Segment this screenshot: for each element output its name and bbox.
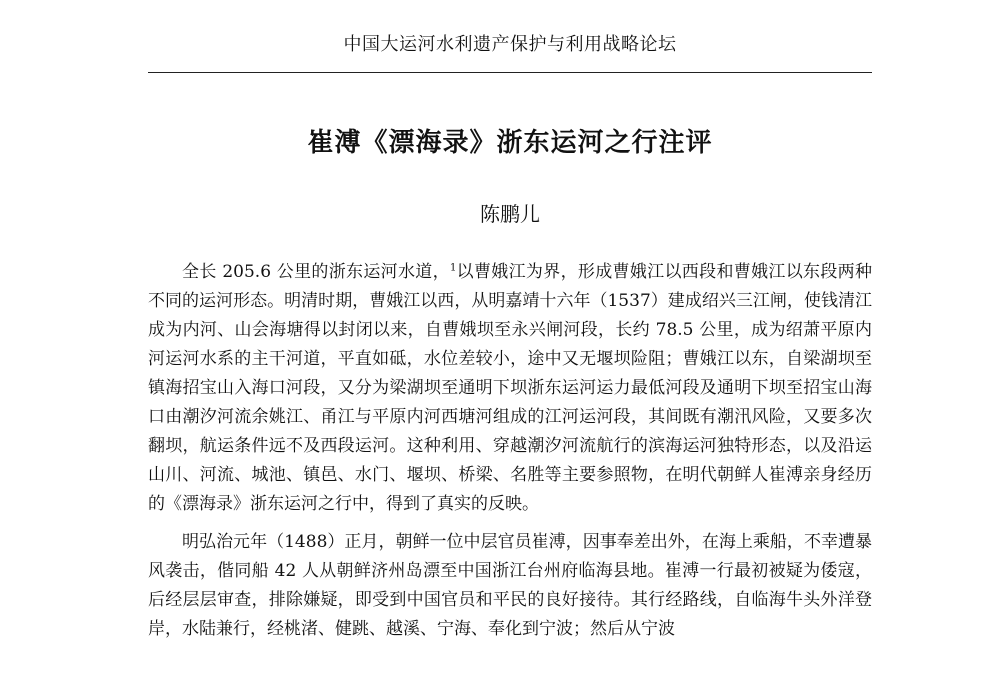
running-header: 中国大运河水利遗产保护与利用战略论坛 [343,34,677,55]
article-title: 崔溥《漂海录》浙东运河之行注评 [307,128,713,158]
paragraph-1-start: 全长 205.6 公里的浙东运河水道， [182,262,450,282]
paragraph-1-rest: 以曹娥江为界，形成曹娥江以西段和曹娥江以东段两种不同的运河形态。明清时期，曹娥江以西，从明嘉靖十六年（1537）建成绍兴三江闸，使钱清江成为内河、山会海塘得以封闭以来，自曹娥坝至永兴闸河段，长约 78.5 公里，成为绍萧平原内河运河水系的主干河道，平直如砥，水位差较小，途中又无堰坝险阻；曹娥江以东，自梁湖坝至镇海招宝山入海口河段，又分为梁湖坝至通明下坝浙东运河运力最低河段及通明下坝至招宝山海口由潮汐河流余姚江、甬江与平原内河西塘河组成的江河运河段，其间既有潮汛风险，又要多次翻坝，航运条件远不及西段运河。这种利用、穿越潮汐河流航行的滨海运河独特形态，以及沿运山川、河流、城池、镇邑、水门、堰坝、桥梁、名胜等主要参照物，在明代朝鲜人崔溥亲身经历的《漂海录》浙东运河之行中，得到了真实的反映。 [148,262,872,514]
header-divider [148,72,872,73]
article-body [148,258,872,644]
paragraph-1 [148,258,872,519]
footnote-marker[interactable]: 1 [449,262,457,274]
paragraph-2: 明弘治元年（1488）正月，朝鲜一位中层官员崔溥，因事奉差出外，在海上乘船，不幸遭暴风袭击，偕同船 42 人从朝鲜济州岛漂至中国浙江台州府临海县地。崔溥一行最初被疑为倭寇，后经层层审查，排除嫌疑，即受到中国官员和平民的良好接待。其行经路线，自临海牛头外洋登岸，水陆兼行，经桃渚、健跳、越溪、宁海、奉化到宁波；然后从宁波 [148,532,872,639]
article-author: 陈鹏儿 [480,202,540,226]
